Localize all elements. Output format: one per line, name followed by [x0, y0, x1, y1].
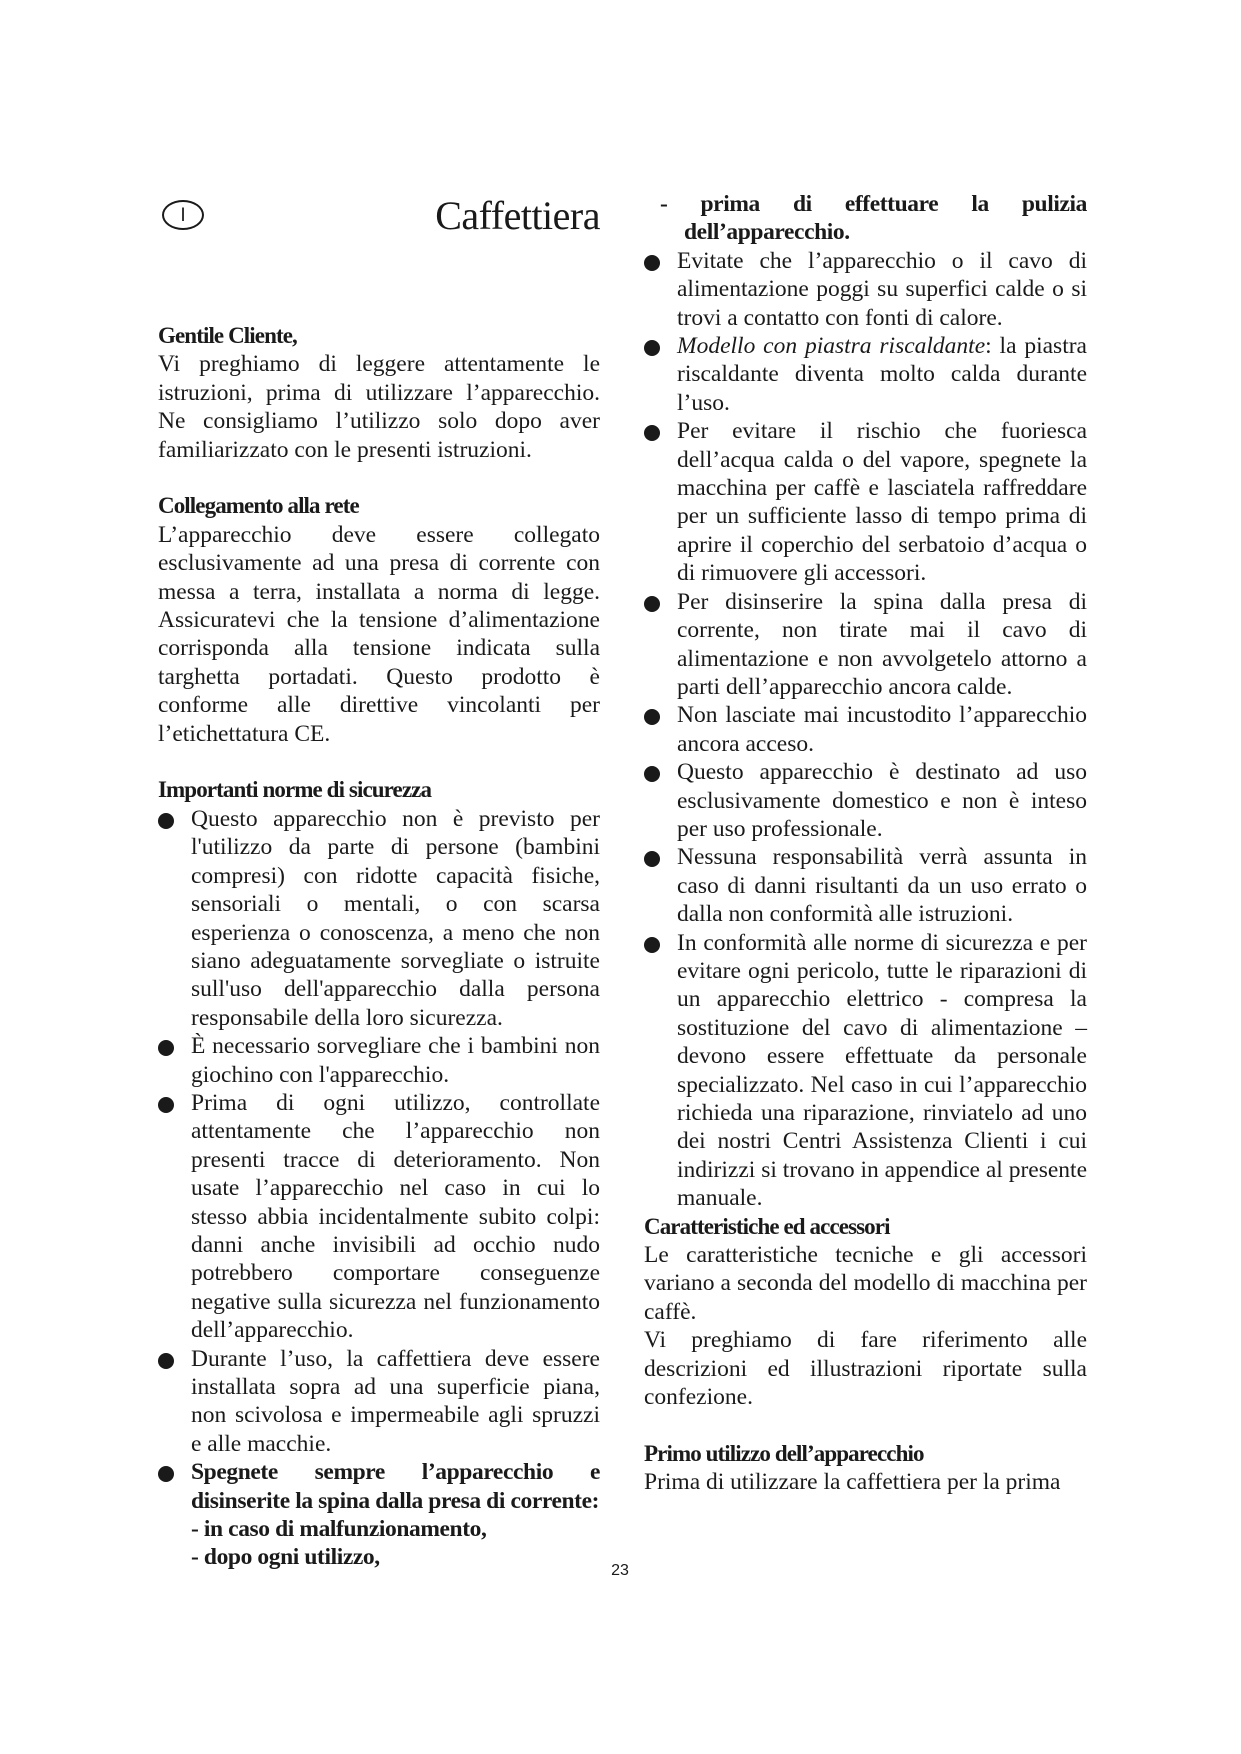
- features-text: Vi preghiamo di fare riferimento alle descrizioni ed illustrazioni riportate sulla confezione.: [644, 1327, 1087, 1411]
- list-item: È necessario sorvegliare che i bambini non giochino con l'apparecchio.: [158, 1032, 600, 1089]
- heating-plate-text: : la piastra riscaldante diventa molto calda durante l’uso.: [677, 333, 1087, 416]
- list-item-unplug: [158, 1458, 600, 1572]
- safety-section: [158, 776, 600, 1571]
- unplug-subitem: - in caso di malfunzionamento,: [191, 1516, 487, 1543]
- unplug-subitem-continued: - prima di effettuare la pulizia dell’apparecchio.: [660, 191, 1087, 246]
- list-item: Per disinserire la spina dalla presa di corrente, non tirate mai il cavo di alimentazione e non avvolgetelo attorno a parti dell’apparecchio ancora calde.: [644, 588, 1087, 702]
- connection-heading: Collegamento alla rete: [158, 493, 359, 519]
- safety-list: [158, 805, 600, 1572]
- left-column: [158, 190, 600, 1572]
- first-use-heading: Primo utilizzo dell’apparecchio: [644, 1440, 924, 1466]
- unplug-subitem: - dopo ogni utilizzo,: [191, 1544, 380, 1571]
- intro-text: Vi preghiamo di leggere attentamente le istruzioni, prima di utilizzare l’apparecchio. Ne consigliamo l’utilizzo solo dopo aver familiarizzato con le presenti istruzioni.: [158, 351, 600, 463]
- list-item: Prima di ogni utilizzo, controllate attentamente che l’apparecchio non presenti tracce di deterioramento. Non usate l’apparecchio nel caso in cui lo stesso abbia incidentalmente subito colpi: danni anche invisibili ad occhio nudo potrebbero comportare conseguenze negative sulla sicurezza nel funzionamento dell’apparecchio.: [158, 1089, 600, 1345]
- page-title: Caffettiera: [435, 193, 600, 238]
- first-use-section: [644, 1440, 1087, 1497]
- list-item: Non lasciate mai incustodito l’apparecchio ancora acceso.: [644, 701, 1087, 758]
- safety-list-continued: [644, 247, 1087, 1213]
- first-use-text: Prima di utilizzare la caffettiera per la prima: [644, 1469, 1061, 1496]
- features-heading: Caratteristiche ed accessori: [644, 1213, 890, 1239]
- list-item: Questo apparecchio è destinato ad uso esclusivamente domestico e non è inteso per uso professionale.: [644, 758, 1087, 843]
- list-item: Per evitare il rischio che fuoriesca dell’acqua calda o del vapore, spegnete la macchina per caffè e lasciatela raffreddare per un sufficiente lasso di tempo prima di aprire il coperchio del serbatoio d’acqua o di rimuovere gli accessori.: [644, 417, 1087, 587]
- connection-text: L’apparecchio deve essere collegato esclusivamente ad una presa di corrente con messa a terra, installata a norma di legge. Assicuratevi che la tensione d’alimentazione corrisponda alla tensione indicata sulla targhetta portadati. Questo prodotto è conforme alle direttive vincolanti per l’etichettatura CE.: [158, 521, 600, 747]
- language-badge: I: [162, 200, 204, 230]
- right-column: [644, 190, 1087, 1497]
- page-header: [158, 193, 600, 258]
- features-text: Le caratteristiche tecniche e gli accessori variano a seconda del modello di macchina per caffè.: [644, 1242, 1087, 1325]
- list-item: Questo apparecchio non è previsto per l'utilizzo da parte di persone (bambini compresi) con ridotte capacità fisiche, sensoriali o mentali, o con scarsa esperienza o conoscenza, a meno che non siano adeguatamente sorvegliate o istruite sull'uso dell'apparecchio dalla persona responsabile della loro sicurezza.: [158, 805, 600, 1032]
- list-item: In conformità alle norme di sicurezza e per evitare ogni pericolo, tutte le riparazioni di un apparecchio elettrico - compresa la sostituzione del cavo di alimentazione – devono essere effettuate da personale specializzato. Nel caso in cui l’apparecchio richieda una riparazione, rinviatelo ad uno dei nostri Centri Assistenza Clienti i cui indirizzi si trovano in appendice al presente manuale.: [644, 929, 1087, 1213]
- list-item: Nessuna responsabilità verrà assunta in caso di danni risultanti da un uso errato o dalla non conformità alle istruzioni.: [644, 843, 1087, 928]
- page-number: 23: [611, 1562, 629, 1579]
- features-section: [644, 1213, 1087, 1412]
- list-item: Evitate che l’apparecchio o il cavo di alimentazione poggi su superfici calde o si trovi a contatto con fonti di calore.: [644, 247, 1087, 332]
- heating-plate-label: Modello con piastra riscaldante: [677, 333, 986, 360]
- connection-section: [158, 492, 600, 748]
- list-item: Durante l’uso, la caffettiera deve essere installata sopra ad una superficie piana, non scivolosa e impermeabile agli spruzzi e alle macchie.: [158, 1345, 600, 1459]
- unplug-text: Spegnete sempre l’apparecchio e disinserite la spina dalla presa di corrente:: [191, 1459, 600, 1514]
- intro-heading: Gentile Cliente,: [158, 323, 297, 348]
- safety-heading: Importanti norme di sicurezza: [158, 777, 432, 803]
- intro-section: [158, 322, 600, 464]
- list-item-heating-plate: [644, 332, 1087, 417]
